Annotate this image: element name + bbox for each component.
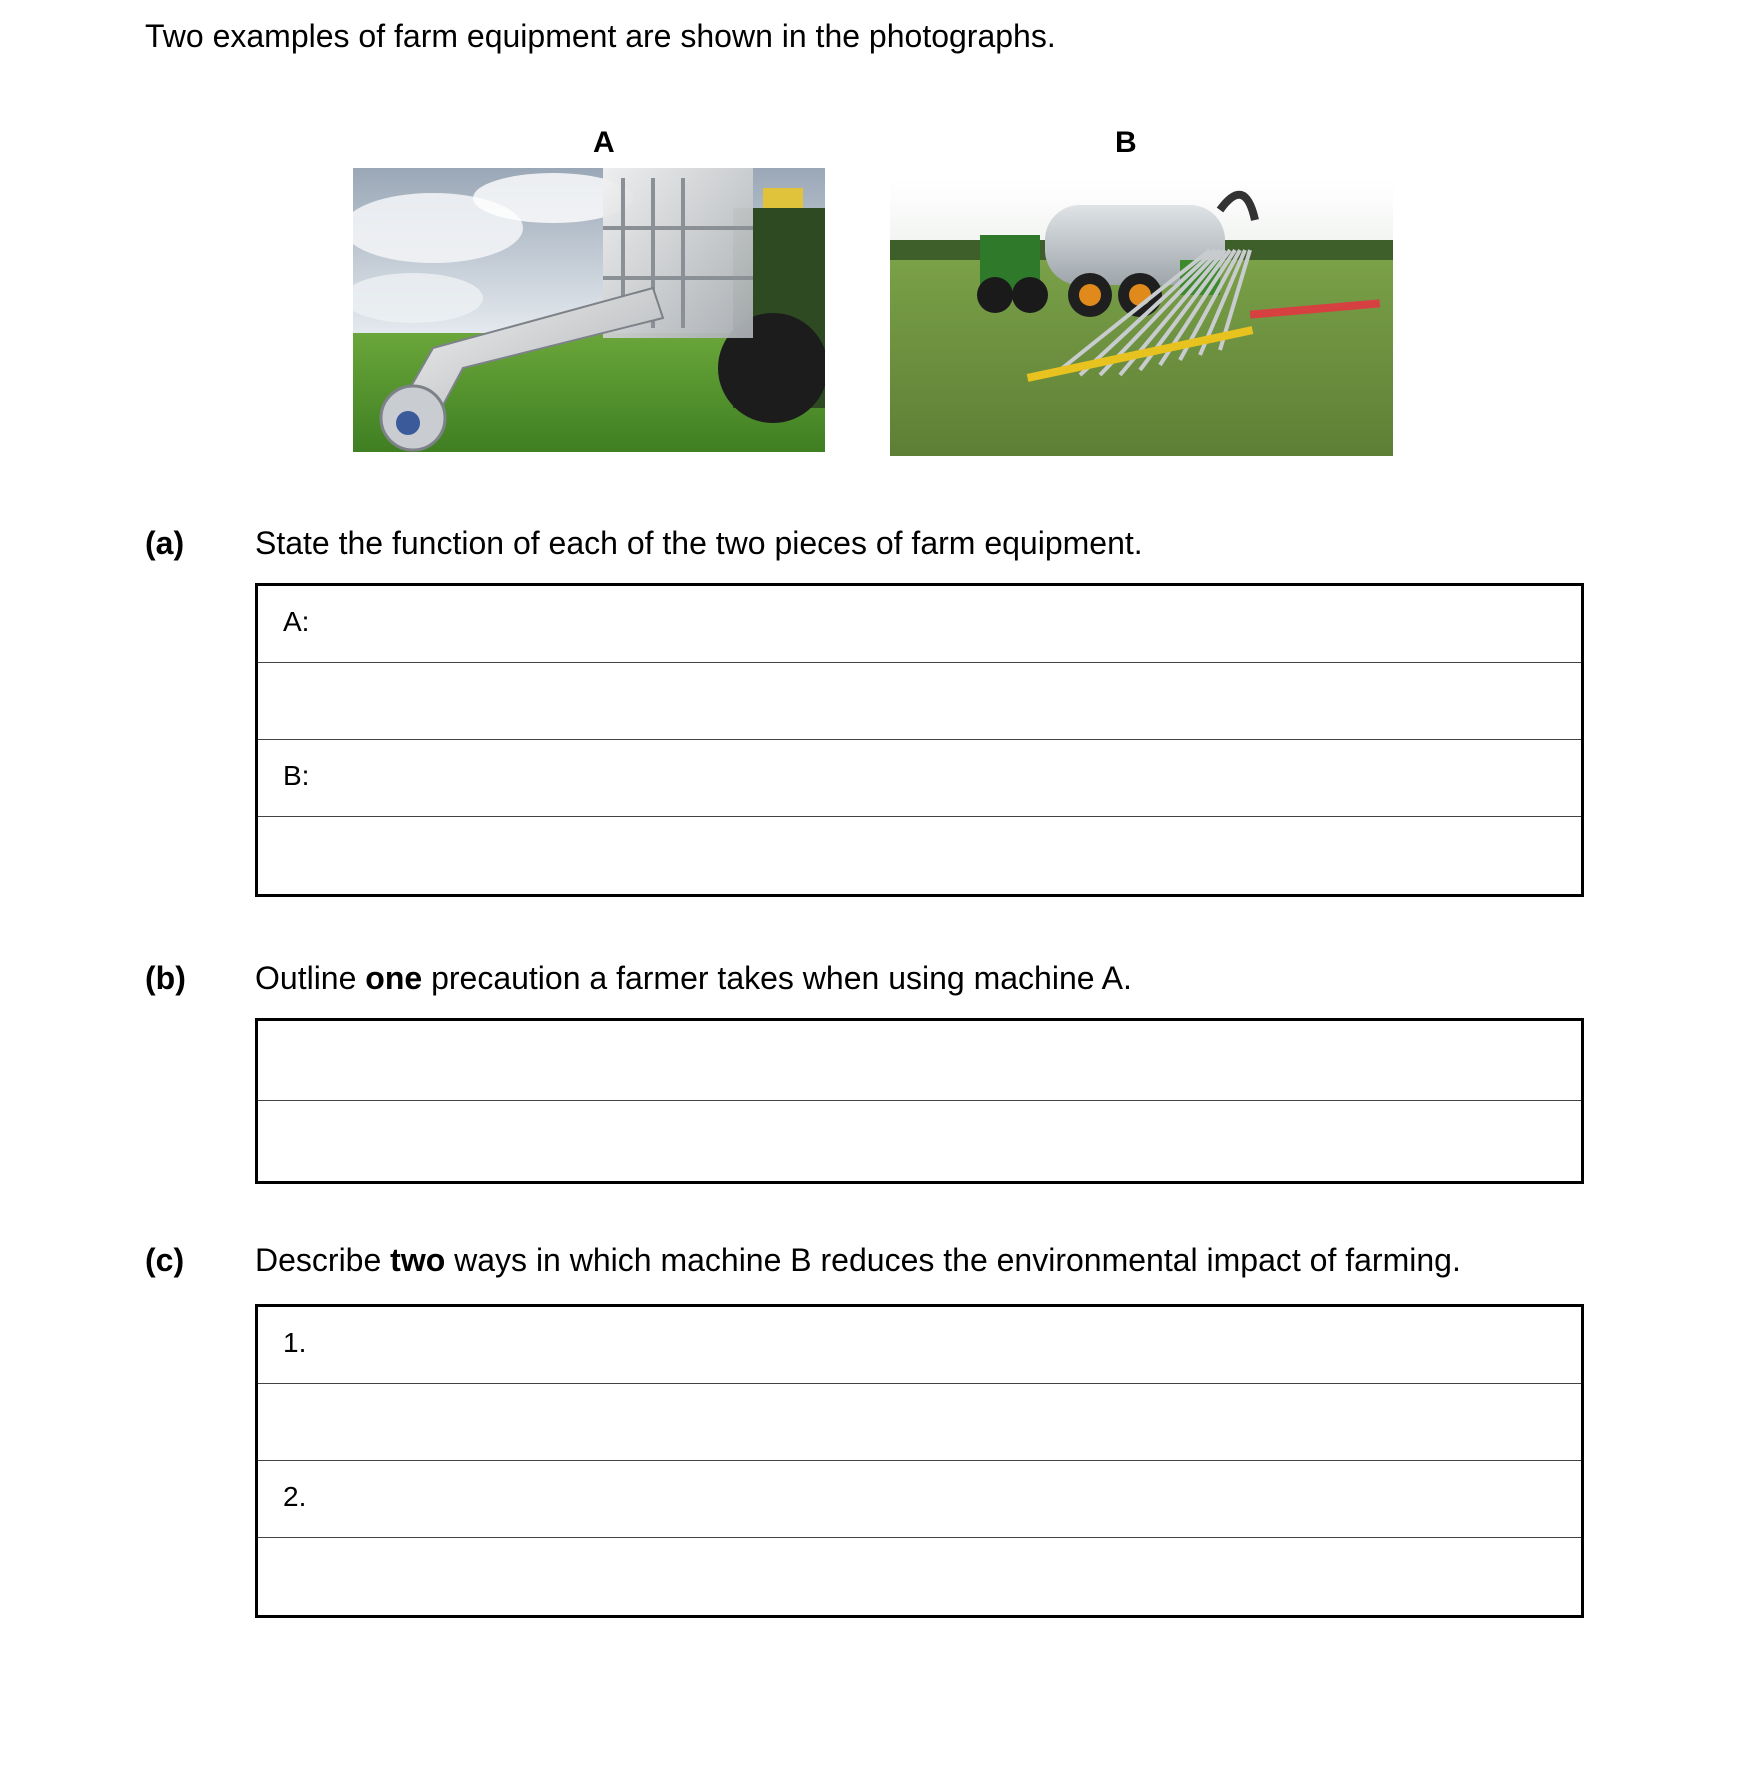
- question-b-letter: (b): [145, 960, 186, 996]
- question-b-text-bold: one: [365, 960, 423, 996]
- answer-line-c-3[interactable]: [258, 1461, 1581, 1538]
- photo-b-label: B: [1115, 126, 1137, 159]
- intro-text: Two examples of farm equipment are shown in the photographs.: [145, 18, 1056, 54]
- question-c-text: [255, 1242, 1461, 1279]
- question-a-text: State the function of each of the two pieces of farm equipment.: [255, 525, 1143, 561]
- line-label-1: 1.: [283, 1327, 307, 1358]
- line-label-2: 2.: [283, 1481, 307, 1512]
- question-b-text-pre: Outline: [255, 960, 366, 996]
- answer-line-a-1[interactable]: [258, 586, 1581, 663]
- line-label-b: B:: [283, 760, 310, 791]
- answer-line-a-4[interactable]: [258, 817, 1581, 894]
- question-b-text-post: precaution a farmer takes when using machine A.: [422, 960, 1132, 996]
- answer-line-b-2[interactable]: [258, 1101, 1581, 1181]
- answer-box-c[interactable]: [255, 1304, 1584, 1618]
- answer-line-c-2[interactable]: [258, 1384, 1581, 1461]
- answer-line-a-3[interactable]: [258, 740, 1581, 817]
- question-c-text-post: ways in which machine B reduces the environmental impact of farming.: [445, 1242, 1461, 1278]
- answer-box-a[interactable]: [255, 583, 1584, 897]
- photo-a-label: A: [593, 126, 615, 159]
- answer-line-c-4[interactable]: [258, 1538, 1581, 1615]
- line-label-a: A:: [283, 606, 310, 637]
- photo-b-slurry-tanker: [890, 180, 1393, 456]
- answer-line-a-2[interactable]: [258, 663, 1581, 740]
- question-c-text-bold: two: [390, 1242, 446, 1278]
- answer-box-b[interactable]: [255, 1018, 1584, 1184]
- question-a-letter: (a): [145, 525, 185, 561]
- answer-line-c-1[interactable]: [258, 1307, 1581, 1384]
- photo-a-agitator: [353, 168, 825, 452]
- question-c-letter: (c): [145, 1242, 185, 1278]
- answer-line-b-1[interactable]: [258, 1021, 1581, 1101]
- question-c-text-pre: Describe: [255, 1242, 391, 1278]
- question-b-text: [255, 960, 1132, 997]
